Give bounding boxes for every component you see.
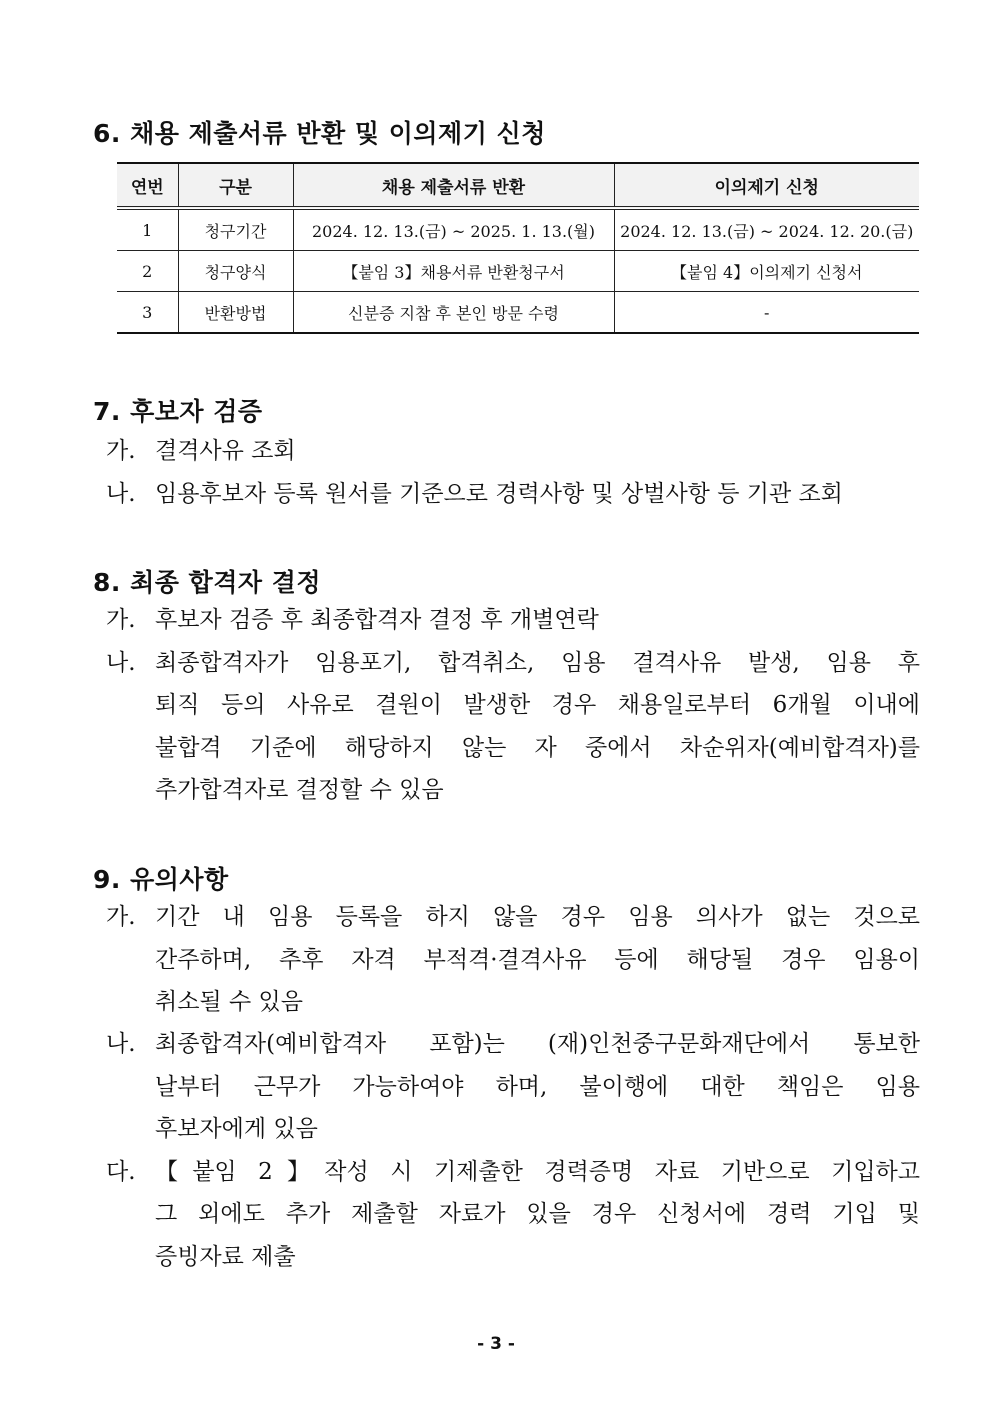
header-objection: 이의제기 신청 <box>614 163 919 208</box>
list-item-text: 퇴직 등의 사유로 결원이 발생한 경우 채용일로부터 6개월 이내에 <box>155 692 920 718</box>
table-row <box>117 292 919 334</box>
list-marker: 나. <box>106 650 136 676</box>
page-number: - 3 - <box>477 1334 515 1354</box>
list-marker: 나. <box>106 481 136 507</box>
table-row <box>117 251 919 292</box>
list-item-text: 후보자 검증 후 최종합격자 결정 후 개별연락 <box>155 607 599 633</box>
table-cell: 【붙임 3】채용서류 반환청구서 <box>293 251 614 292</box>
list-item-text: 기간 내 임용 등록을 하지 않을 경우 임용 의사가 없는 것으로 <box>155 904 920 930</box>
header-document-return: 채용 제출서류 반환 <box>293 163 614 208</box>
table-cell: 1 <box>117 208 178 251</box>
list-item-text: 추가합격자로 결정할 수 있음 <box>155 777 444 803</box>
list-item-text: 결격사유 조회 <box>155 438 296 464</box>
header-category: 구분 <box>178 163 293 208</box>
list-item-text: 증빙자료 제출 <box>155 1244 296 1270</box>
list-item-text: 불합격 기준에 해당하지 않는 자 중에서 차순위자(예비합격자)를 <box>155 735 920 761</box>
table-cell: 2024. 12. 13.(금) ~ 2025. 1. 13.(월) <box>293 208 614 251</box>
header-no: 연번 <box>117 163 178 208</box>
table-cell: 3 <box>117 292 178 334</box>
list-item-text: 후보자에게 있음 <box>155 1116 318 1142</box>
table-cell: 2024. 12. 13.(금) ~ 2024. 12. 20.(금) <box>614 208 919 251</box>
table-cell: 반환방법 <box>178 292 293 334</box>
list-item-text: 최종합격자가 임용포기, 합격취소, 임용 결격사유 발생, 임용 후 <box>155 650 920 676</box>
section-6-title: 6. 채용 제출서류 반환 및 이의제기 신청 <box>93 119 546 148</box>
section-7-title: 7. 후보자 검증 <box>93 397 263 426</box>
table-cell: 【붙임 4】이의제기 신청서 <box>614 251 919 292</box>
list-item-text: 날부터 근무가 가능하여야 하며, 불이행에 대한 책임은 임용 <box>155 1074 920 1100</box>
table-cell: 2 <box>117 251 178 292</box>
list-item-text: 【붙임 2】작성 시 기제출한 경력증명 자료 기반으로 기입하고 <box>155 1159 920 1185</box>
table-cell: 청구기간 <box>178 208 293 251</box>
list-item-text: 취소될 수 있음 <box>155 989 303 1015</box>
list-item-text: 간주하며, 추후 자격 부적격·결격사유 등에 해당될 경우 임용이 <box>155 947 920 973</box>
list-item-text: 그 외에도 추가 제출할 자료가 있을 경우 신청서에 경력 기입 및 <box>155 1201 920 1227</box>
list-marker: 가. <box>106 607 136 633</box>
document-return-table <box>117 162 919 334</box>
list-marker: 나. <box>106 1031 136 1057</box>
list-marker: 가. <box>106 904 136 930</box>
section-9-title: 9. 유의사항 <box>93 865 229 894</box>
table-cell: 신분증 지참 후 본인 방문 수령 <box>293 292 614 334</box>
list-item-text: 최종합격자(예비합격자 포함)는 (재)인천중구문화재단에서 통보한 <box>155 1031 920 1057</box>
list-item-text: 임용후보자 등록 원서를 기준으로 경력사항 및 상벌사항 등 기관 조회 <box>155 481 843 507</box>
table-row <box>117 208 919 251</box>
list-marker: 다. <box>106 1159 136 1185</box>
section-8-title: 8. 최종 합격자 결정 <box>93 568 322 597</box>
table-cell: 청구양식 <box>178 251 293 292</box>
list-marker: 가. <box>106 438 136 464</box>
table-cell: - <box>614 292 919 334</box>
table-header-row <box>117 163 919 208</box>
